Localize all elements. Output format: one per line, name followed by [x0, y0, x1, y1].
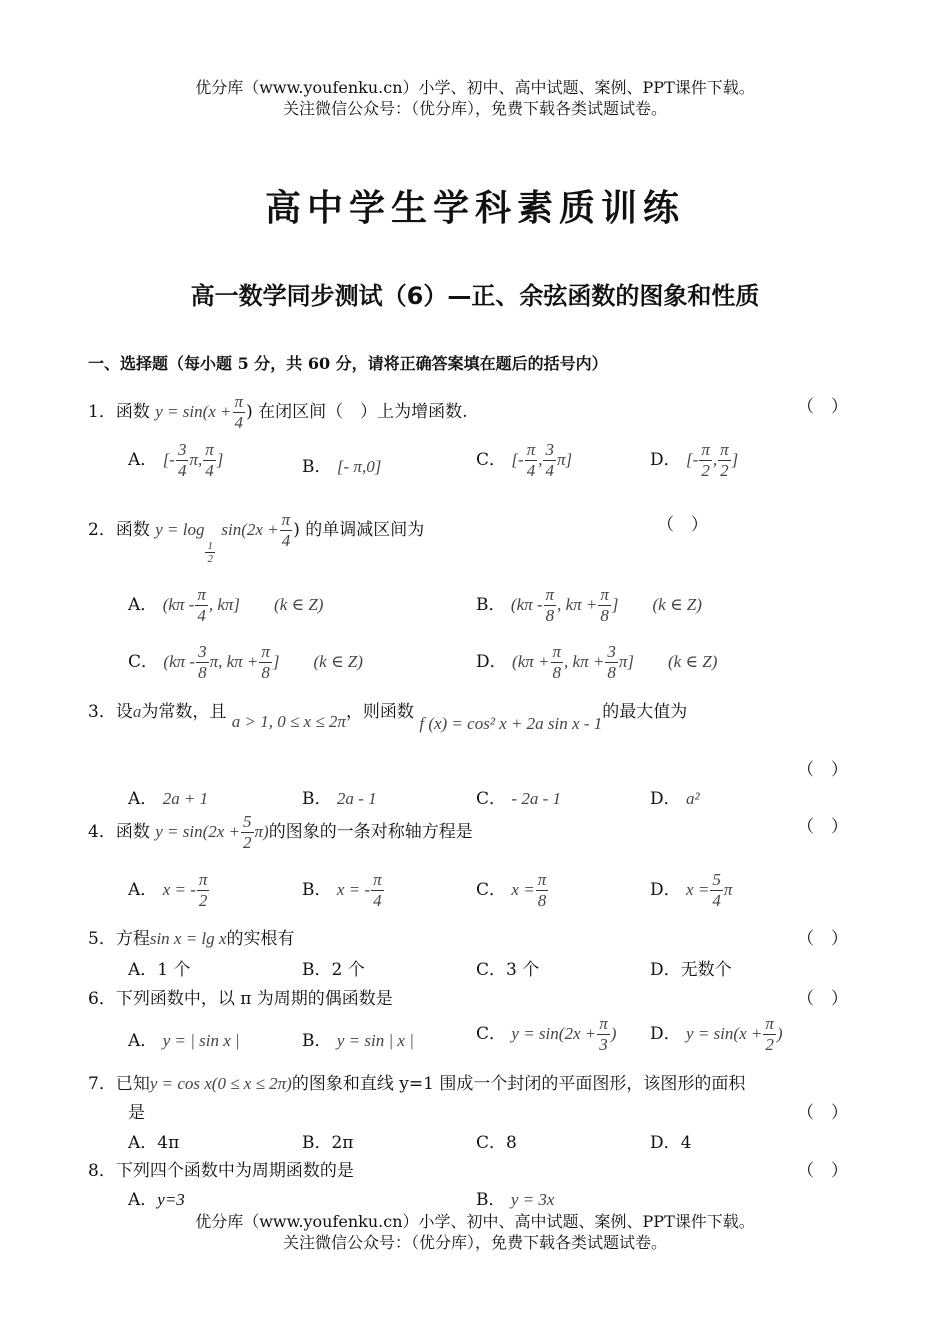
page-subtitle: 高一数学同步测试（6）—正、余弦函数的图象和性质	[190, 282, 760, 310]
q8-option-b: B． y = 3x	[476, 1190, 555, 1210]
q4-option-c: C． x = $\frac{\pi}{8}$	[476, 870, 547, 910]
q3-answer-paren: （ ）	[797, 760, 848, 780]
question-2: 2．函数 y = log $\frac{1}{2}$ sin(2x + $\frac{\pi}{4}$ ) 的单调减区间为 （ ）	[88, 510, 708, 565]
q3-option-c: C． - 2a - 1	[476, 789, 561, 809]
footer-line-2: 关注微信公众号：（优分库），免费下载各类试题试卷。	[282, 1233, 667, 1252]
q2-option-d: D． (kπ + $\frac{\pi}{8}$ , kπ + $\frac{3}{8}$ π] (k ∈ Z)	[476, 642, 718, 682]
q1-option-a: A． [- $\frac{3}{4}$ π, $\frac{\pi}{4}$ ]	[128, 440, 224, 480]
q8-answer-paren: （ ）	[797, 1161, 848, 1181]
q1-post: ) 在闭区间（ ）上为增函数.	[246, 402, 468, 422]
q7-option-d: D．4	[650, 1133, 692, 1153]
q2-option-b: B． (kπ - $\frac{\pi}{8}$ , kπ + $\frac{\pi}{8}$ ] (k ∈ Z)	[476, 585, 702, 625]
q4-answer-paren: （ ）	[797, 817, 848, 837]
q4-option-a: A． x = - $\frac{\pi}{2}$	[128, 870, 208, 910]
q7-option-a: A．4π	[128, 1133, 180, 1153]
question-1	[88, 392, 848, 433]
q3-option-d: D． a²	[650, 789, 700, 809]
q8-option-a: A．y=3	[128, 1190, 185, 1210]
question-6: 6．下列函数中，以 π 为周期的偶函数是 （ ）	[88, 984, 848, 1009]
q1-pre: 函数	[115, 402, 150, 422]
q2-option-a: A． (kπ - $\frac{\pi}{4}$ , kπ] (k ∈ Z)	[128, 585, 324, 625]
q5-option-d: D．无数个	[650, 960, 732, 980]
q7-option-b: B．2π	[302, 1133, 354, 1153]
q6-answer-paren: （ ）	[797, 989, 848, 1009]
question-4: 4．函数 y = sin(2x + $\frac{5}{2}$ π)的图象的一条对称轴方程是 （ ）	[88, 812, 848, 852]
q1-equation: y = sin(x +	[155, 402, 232, 421]
q2-answer-paren: （ ）	[657, 515, 708, 535]
q6-option-d: D． y = sin(x + $\frac{\pi}{2}$ )	[650, 1014, 783, 1054]
q3-option-b: B． 2a - 1	[302, 789, 377, 809]
q5-option-a: A．1 个	[128, 960, 191, 980]
q2-option-c: C． (kπ - $\frac{3}{8}$ π, kπ + $\frac{\pi}{8}$ ] (k ∈ Z)	[128, 642, 363, 682]
footer-line-1: 优分库（www.youfenku.cn）小学、初中、高中试题、案例、PPT课件下载。	[195, 1212, 755, 1231]
q1-answer-paren: （ ）	[797, 397, 848, 417]
q1-number: 1．	[88, 402, 116, 422]
question-7: 7．已知y = cos x(0 ≤ x ≤ 2π)的图象和直线 y=1 围成一个封闭的平面图形，该图形的面积	[88, 1074, 746, 1094]
question-8: 8．下列四个函数中为周期函数的是 （ ）	[88, 1156, 848, 1181]
q7-answer-paren: （ ）	[797, 1103, 848, 1123]
q3-option-a: A． 2a + 1	[128, 789, 209, 809]
q1-fraction: $\frac{\pi}{4}$	[234, 392, 244, 432]
q1-option-c: C． [- $\frac{\pi}{4}$ , $\frac{3}{4}$ π]	[476, 440, 573, 480]
q4-option-d: D． x = $\frac{5}{4}$ π	[650, 870, 733, 910]
q7-continuation: 是 （ ）	[88, 1098, 848, 1123]
q6-option-b: B． y = sin | x |	[302, 1031, 414, 1051]
q6-option-c: C． y = sin(2x + $\frac{\pi}{3}$ )	[476, 1014, 617, 1054]
q5-option-c: C．3 个	[476, 960, 540, 980]
header-line-2: 关注微信公众号：（优分库），免费下载各类试题试卷。	[282, 99, 667, 118]
question-3: 3．设a为常数，且 a > 1, 0 ≤ x ≤ 2π，则函数 f (x) = cos² x + 2a sin x - 1的最大值为	[88, 702, 688, 733]
q5-answer-paren: （ ）	[797, 929, 848, 949]
page-title: 高中学生学科素质训练	[264, 188, 685, 229]
section-heading: 一、选择题（每小题 5 分，共 60 分，请将正确答案填在题后的括号内）	[88, 354, 608, 373]
header-line-1: 优分库（www.youfenku.cn）小学、初中、高中试题、案例、PPT课件下载。	[195, 78, 755, 97]
q4-option-b: B． x = - $\frac{\pi}{4}$	[302, 870, 382, 910]
q7-option-c: C．8	[476, 1133, 517, 1153]
q1-option-b: B． [- π,0]	[302, 457, 382, 477]
q1-option-d: D． [- $\frac{\pi}{2}$ , $\frac{\pi}{2}$ ]	[650, 440, 739, 480]
question-5: 5．方程sin x = lg x的实根有 （ ）	[88, 924, 848, 949]
q5-option-b: B．2 个	[302, 960, 365, 980]
q6-option-a: A． y = | sin x |	[128, 1031, 240, 1051]
